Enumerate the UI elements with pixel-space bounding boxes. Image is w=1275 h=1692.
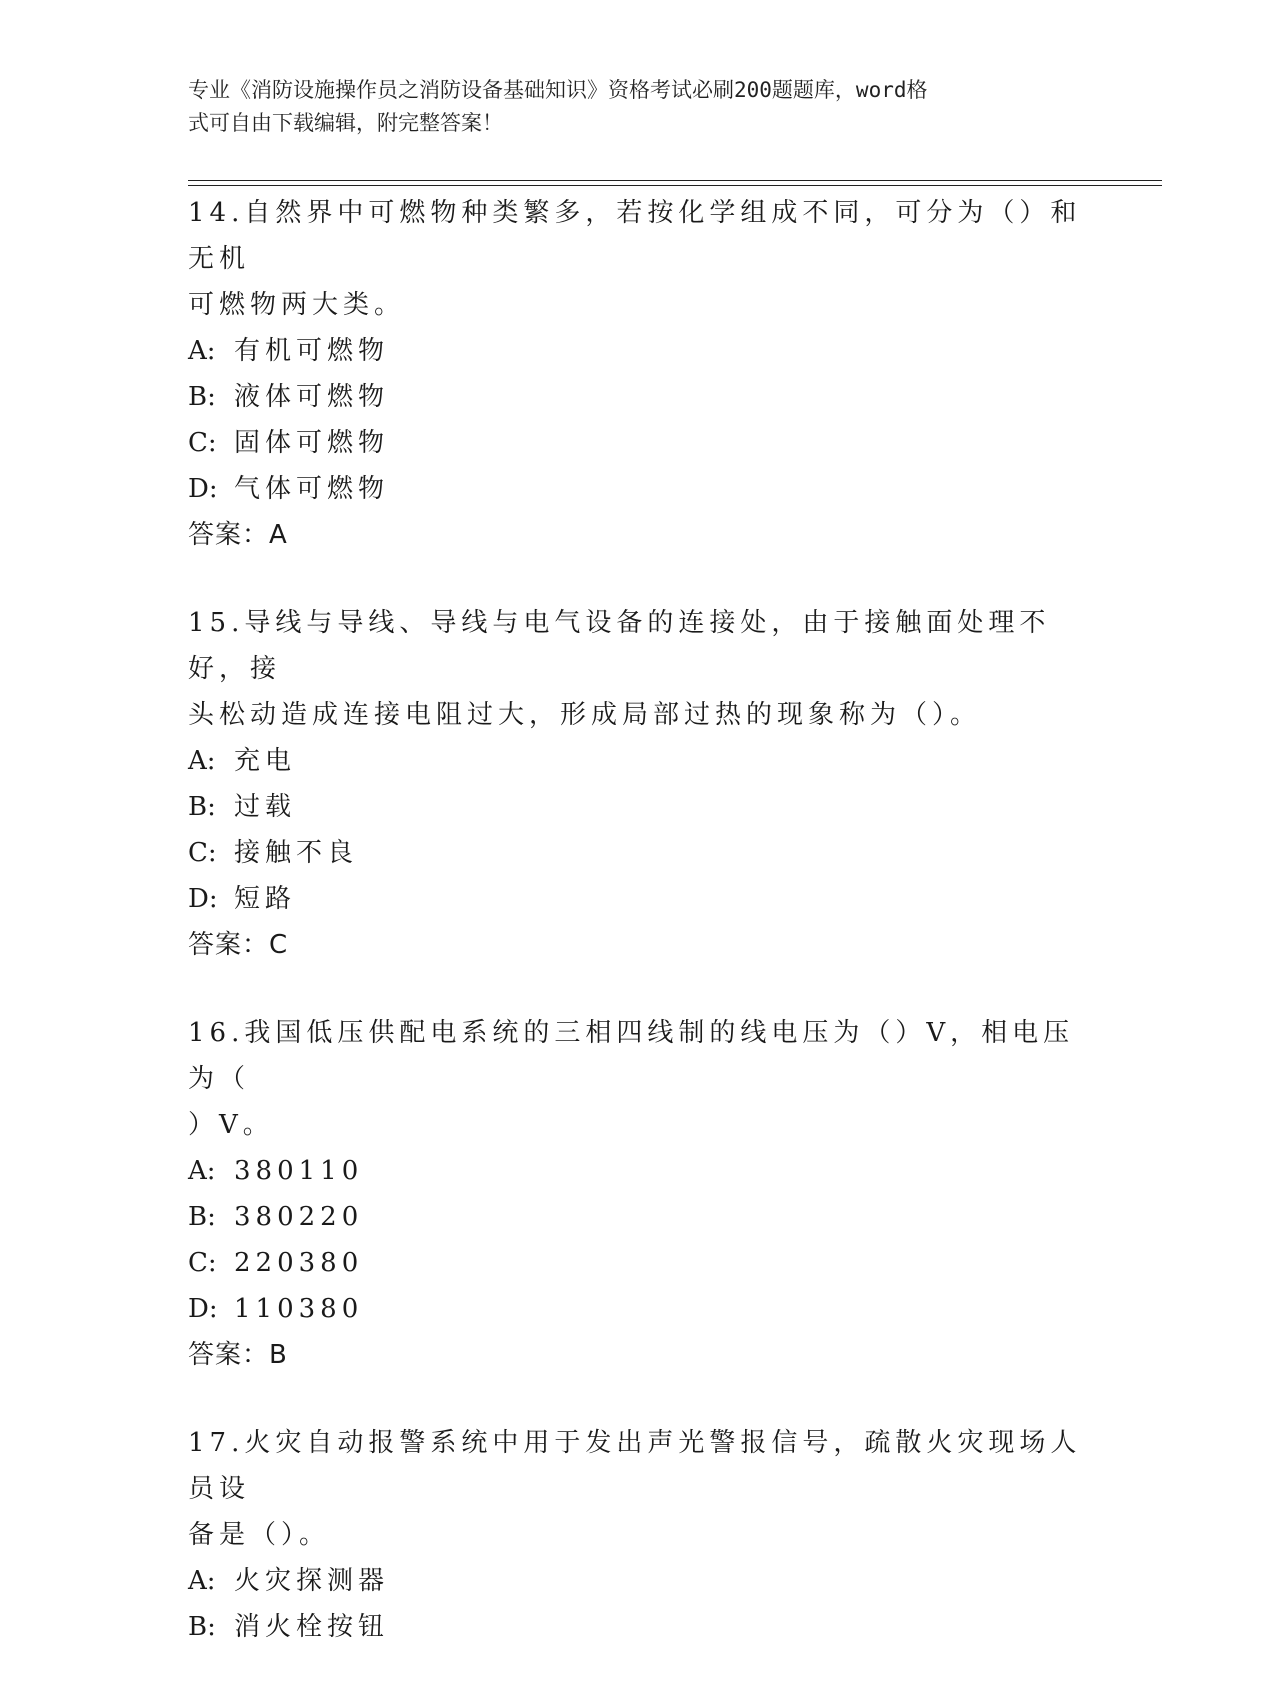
option-d bbox=[188, 466, 1088, 512]
option-b bbox=[188, 1604, 1088, 1650]
option-text: 消火栓按钮 bbox=[234, 1612, 390, 1642]
option-text: 充电 bbox=[234, 746, 297, 776]
option-a bbox=[188, 328, 1088, 374]
question-15 bbox=[188, 600, 1088, 968]
question-stem bbox=[188, 190, 1088, 328]
option-letter: B: bbox=[188, 792, 216, 822]
option-text: 380220 bbox=[234, 1202, 364, 1232]
option-letter: A: bbox=[188, 336, 216, 366]
question-list bbox=[188, 190, 1088, 1692]
document-header bbox=[188, 74, 1088, 140]
option-text: 过载 bbox=[234, 792, 297, 822]
option-c bbox=[188, 420, 1088, 466]
option-d bbox=[188, 1286, 1088, 1332]
option-text: 短路 bbox=[234, 884, 297, 914]
question-14 bbox=[188, 190, 1088, 558]
option-text: 接触不良 bbox=[234, 838, 359, 868]
question-stem-line: 14.自然界中可燃物种类繁多，若按化学组成不同，可分为（）和无机 bbox=[188, 198, 1082, 274]
option-letter: B: bbox=[188, 1612, 216, 1642]
option-text: 110380 bbox=[234, 1294, 364, 1324]
option-b bbox=[188, 1194, 1088, 1240]
answer-label: 答案：A bbox=[188, 520, 288, 550]
option-text: 固体可燃物 bbox=[234, 428, 390, 458]
answer-label: 答案：C bbox=[188, 930, 289, 960]
option-text: 气体可燃物 bbox=[234, 474, 390, 504]
option-letter: C: bbox=[188, 1248, 217, 1278]
question-stem-line: ）V。 bbox=[188, 1110, 274, 1140]
option-letter: D: bbox=[188, 1294, 218, 1324]
question-stem-line: 16.我国低压供配电系统的三相四线制的线电压为（）V，相电压为（ bbox=[188, 1018, 1075, 1094]
header-divider-top bbox=[188, 180, 1162, 181]
option-c bbox=[188, 1240, 1088, 1286]
question-stem bbox=[188, 1420, 1088, 1558]
option-c bbox=[188, 830, 1088, 876]
option-letter: B: bbox=[188, 1202, 216, 1232]
answer-label: 答案：B bbox=[188, 1340, 288, 1370]
option-letter: D: bbox=[188, 884, 218, 914]
question-stem-line: 15.导线与导线、导线与电气设备的连接处，由于接触面处理不好，接 bbox=[188, 608, 1051, 684]
question-stem-line: 头松动造成连接电阻过大，形成局部过热的现象称为（）。 bbox=[188, 700, 982, 730]
option-d bbox=[188, 876, 1088, 922]
question-17 bbox=[188, 1420, 1088, 1650]
option-text: 液体可燃物 bbox=[234, 382, 390, 412]
option-a bbox=[188, 1148, 1088, 1194]
header-line-2: 式可自由下载编辑，附完整答案！ bbox=[188, 111, 503, 135]
option-text: 380110 bbox=[234, 1156, 364, 1186]
option-letter: C: bbox=[188, 838, 217, 868]
question-stem-line: 可燃物两大类。 bbox=[188, 290, 406, 320]
option-text: 有机可燃物 bbox=[234, 336, 390, 366]
header-divider-bottom bbox=[188, 185, 1162, 186]
option-letter: A: bbox=[188, 1156, 216, 1186]
option-letter: D: bbox=[188, 474, 218, 504]
question-stem-line: 备是（）。 bbox=[188, 1520, 331, 1550]
option-letter: A: bbox=[188, 746, 216, 776]
option-b bbox=[188, 784, 1088, 830]
question-stem-line: 17.火灾自动报警系统中用于发出声光警报信号，疏散火灾现场人员设 bbox=[188, 1428, 1082, 1504]
option-b bbox=[188, 374, 1088, 420]
option-letter: C: bbox=[188, 428, 217, 458]
option-text: 火灾探测器 bbox=[234, 1566, 390, 1596]
option-letter: B: bbox=[188, 382, 216, 412]
question-stem bbox=[188, 1010, 1088, 1148]
header-line-1: 专业《消防设施操作员之消防设备基础知识》资格考试必刷200题题库，word格 bbox=[188, 78, 928, 102]
question-16 bbox=[188, 1010, 1088, 1378]
option-a bbox=[188, 1558, 1088, 1604]
option-letter: A: bbox=[188, 1566, 216, 1596]
question-stem bbox=[188, 600, 1088, 738]
option-a bbox=[188, 738, 1088, 784]
option-text: 220380 bbox=[234, 1248, 364, 1278]
